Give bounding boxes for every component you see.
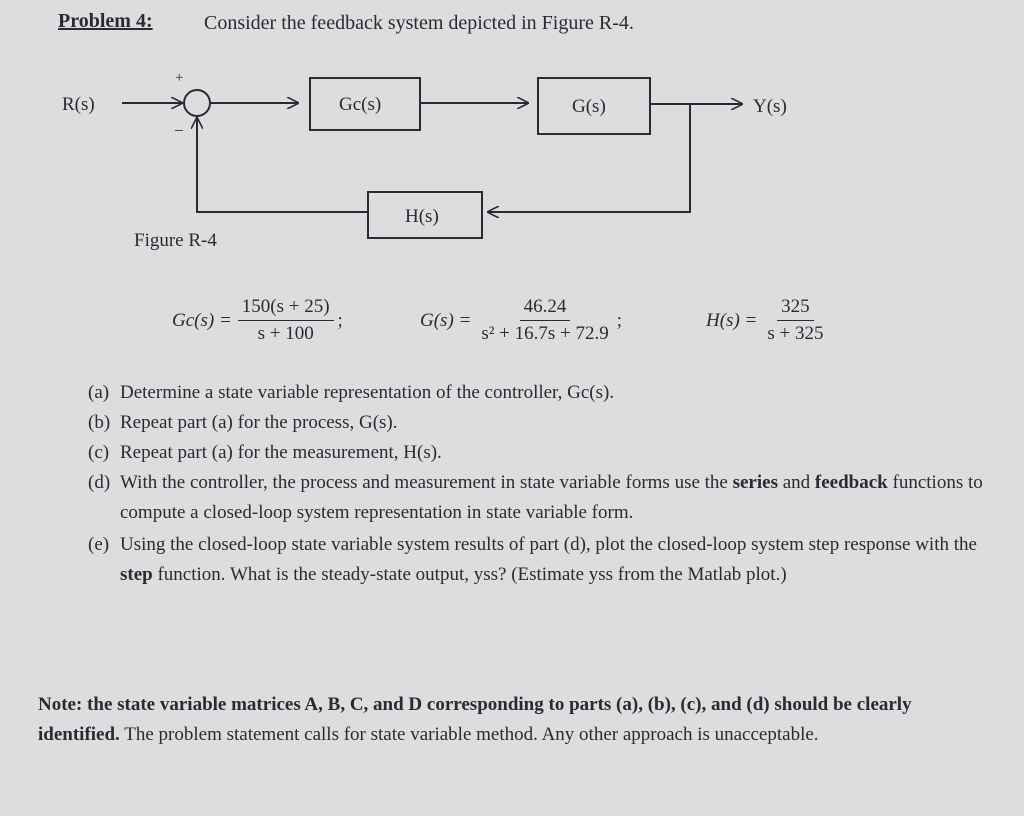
controller-eq-lhs: Gc(s) = [172, 309, 232, 331]
process-denominator: s² + 16.7s + 72.9 [481, 323, 609, 344]
plus-sign: + [175, 70, 184, 86]
part-label: (e) [88, 534, 110, 555]
controller-fraction [238, 296, 334, 345]
part-d-text-2: and [782, 472, 811, 493]
input-label: R(s) [62, 94, 95, 115]
summing-junction [184, 90, 210, 116]
process-fraction [477, 296, 612, 345]
controller-equation [172, 296, 343, 345]
part-c [88, 438, 1008, 468]
controller-numerator: 150(s + 25) [238, 296, 334, 321]
part-label: (d) [88, 472, 111, 493]
part-d-text-3: functions to compute a closed-loop system representation in state variable form. [120, 472, 983, 523]
part-text: Repeat part (a) for the measurement, H(s). [120, 442, 442, 463]
feedback-equation [706, 296, 827, 345]
part-text [120, 530, 1008, 590]
figure-caption: Figure R-4 [134, 230, 217, 251]
problem-statement: Consider the feedback system depicted in Figure R-4. [204, 12, 634, 34]
controller-denominator: s + 100 [257, 323, 314, 344]
note [38, 690, 998, 750]
feedback-fraction [763, 296, 827, 345]
feedback-path-right [488, 104, 690, 212]
part-e-text-2: function. What is the steady-state output, yss? (Estimate yss from the Matlab plot.) [157, 564, 787, 585]
controller-label: Gc(s) [339, 94, 382, 115]
part-label: (b) [88, 412, 111, 433]
part-b [88, 408, 1008, 438]
problem-parts [88, 378, 1008, 590]
part-label: (c) [88, 442, 110, 463]
part-e-text-1: Using the closed-loop state variable system results of part (d), plot the closed-loop system step response with the [120, 534, 977, 555]
process-label: G(s) [572, 96, 606, 117]
part-label: (a) [88, 382, 110, 403]
part-a [88, 378, 1008, 408]
part-text: Repeat part (a) for the process, G(s). [120, 412, 398, 433]
feedback-denominator: s + 325 [767, 323, 824, 344]
separator: ; [616, 309, 623, 331]
output-label: Y(s) [753, 96, 787, 117]
process-numerator: 46.24 [520, 296, 571, 321]
note-bold-text: Note: the state variable matrices A, B, C, and D corresponding to parts (a), (b), (c), and (d) should be clearly identified. [38, 694, 912, 745]
note-normal-text: The problem statement calls for state variable method. Any other approach is unacceptable. [124, 724, 819, 745]
feedback-label: H(s) [405, 206, 439, 227]
part-e [88, 530, 1008, 590]
minus-sign: − [174, 121, 184, 140]
part-d-text-1: With the controller, the process and measurement in state variable forms use the [120, 472, 728, 493]
series-keyword: series [732, 472, 778, 493]
part-text: Determine a state variable representation of the controller, Gc(s). [120, 382, 615, 403]
feedback-keyword: feedback [814, 472, 888, 493]
feedback-eq-lhs: H(s) = [706, 309, 758, 331]
problem-label: Problem 4: [58, 10, 153, 32]
feedback-path-left [197, 118, 368, 212]
separator: ; [337, 309, 343, 331]
feedback-numerator: 325 [777, 296, 814, 321]
step-keyword: step [120, 564, 153, 585]
process-equation [420, 296, 622, 345]
part-text [120, 468, 1008, 528]
process-eq-lhs: G(s) = [420, 309, 472, 331]
part-d [88, 468, 1008, 528]
